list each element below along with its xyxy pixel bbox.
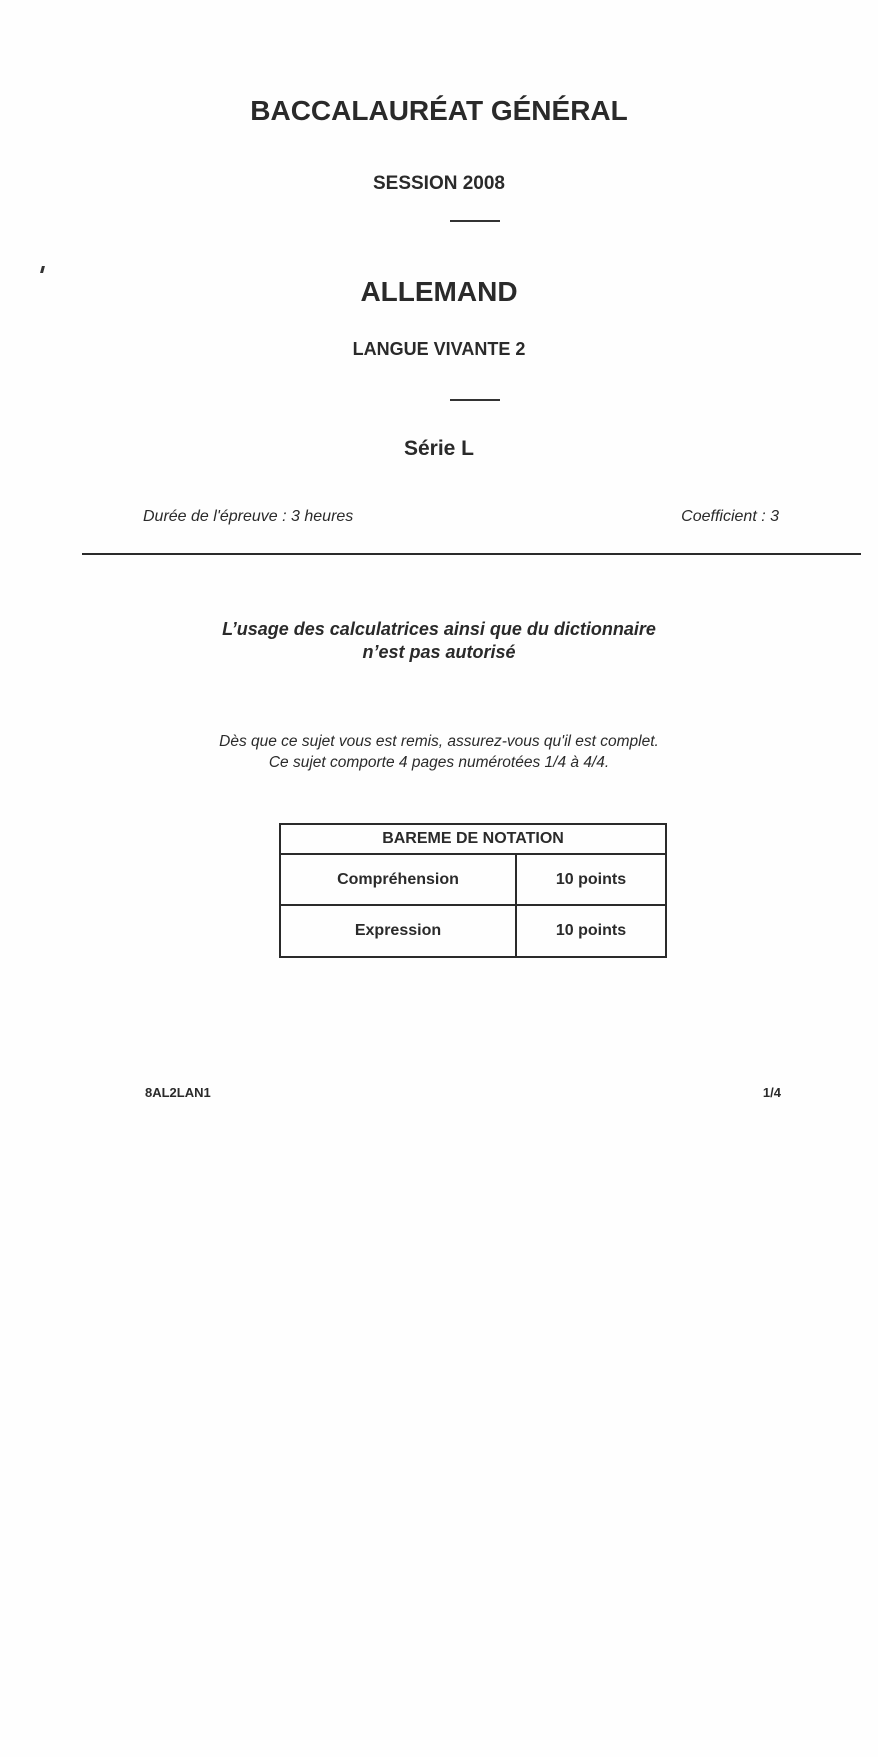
- table-row: [280, 854, 666, 905]
- table-row: [280, 905, 666, 957]
- section-cell: Expression: [280, 905, 516, 957]
- instructions-line-2: Ce sujet comporte 4 pages numérotées 1/4 à 4/4.: [268, 754, 610, 771]
- subject-title: ALLEMAND: [360, 276, 518, 307]
- points-cell: 10 points: [516, 905, 666, 957]
- horizontal-rule: [82, 553, 861, 555]
- notice-line-2: n’est pas autorisé: [362, 642, 516, 662]
- scan-speck: [40, 266, 45, 273]
- document-code: 8AL2LAN1: [145, 1085, 211, 1100]
- language-level: LANGUE VIVANTE 2: [352, 339, 526, 359]
- grading-table: [279, 823, 667, 958]
- divider-dash: [450, 399, 500, 401]
- coefficient-label: Coefficient : 3: [681, 508, 779, 525]
- series-label: Série L: [403, 437, 475, 460]
- page-number: 1/4: [762, 1085, 781, 1100]
- instructions-line-1: Dès que ce sujet vous est remis, assurez-vous qu'il est complet.: [219, 733, 659, 750]
- duration-label: Durée de l'épreuve : 3 heures: [143, 508, 354, 525]
- points-cell: 10 points: [516, 854, 666, 905]
- session-label: SESSION 2008: [372, 173, 506, 194]
- exam-title: BACCALAURÉAT GÉNÉRAL: [250, 95, 628, 126]
- grading-table-title: BAREME DE NOTATION: [280, 824, 666, 854]
- divider-dash: [450, 220, 500, 222]
- notice-line-1: L’usage des calculatrices ainsi que du dictionnaire: [222, 619, 656, 639]
- section-cell: Compréhension: [280, 854, 516, 905]
